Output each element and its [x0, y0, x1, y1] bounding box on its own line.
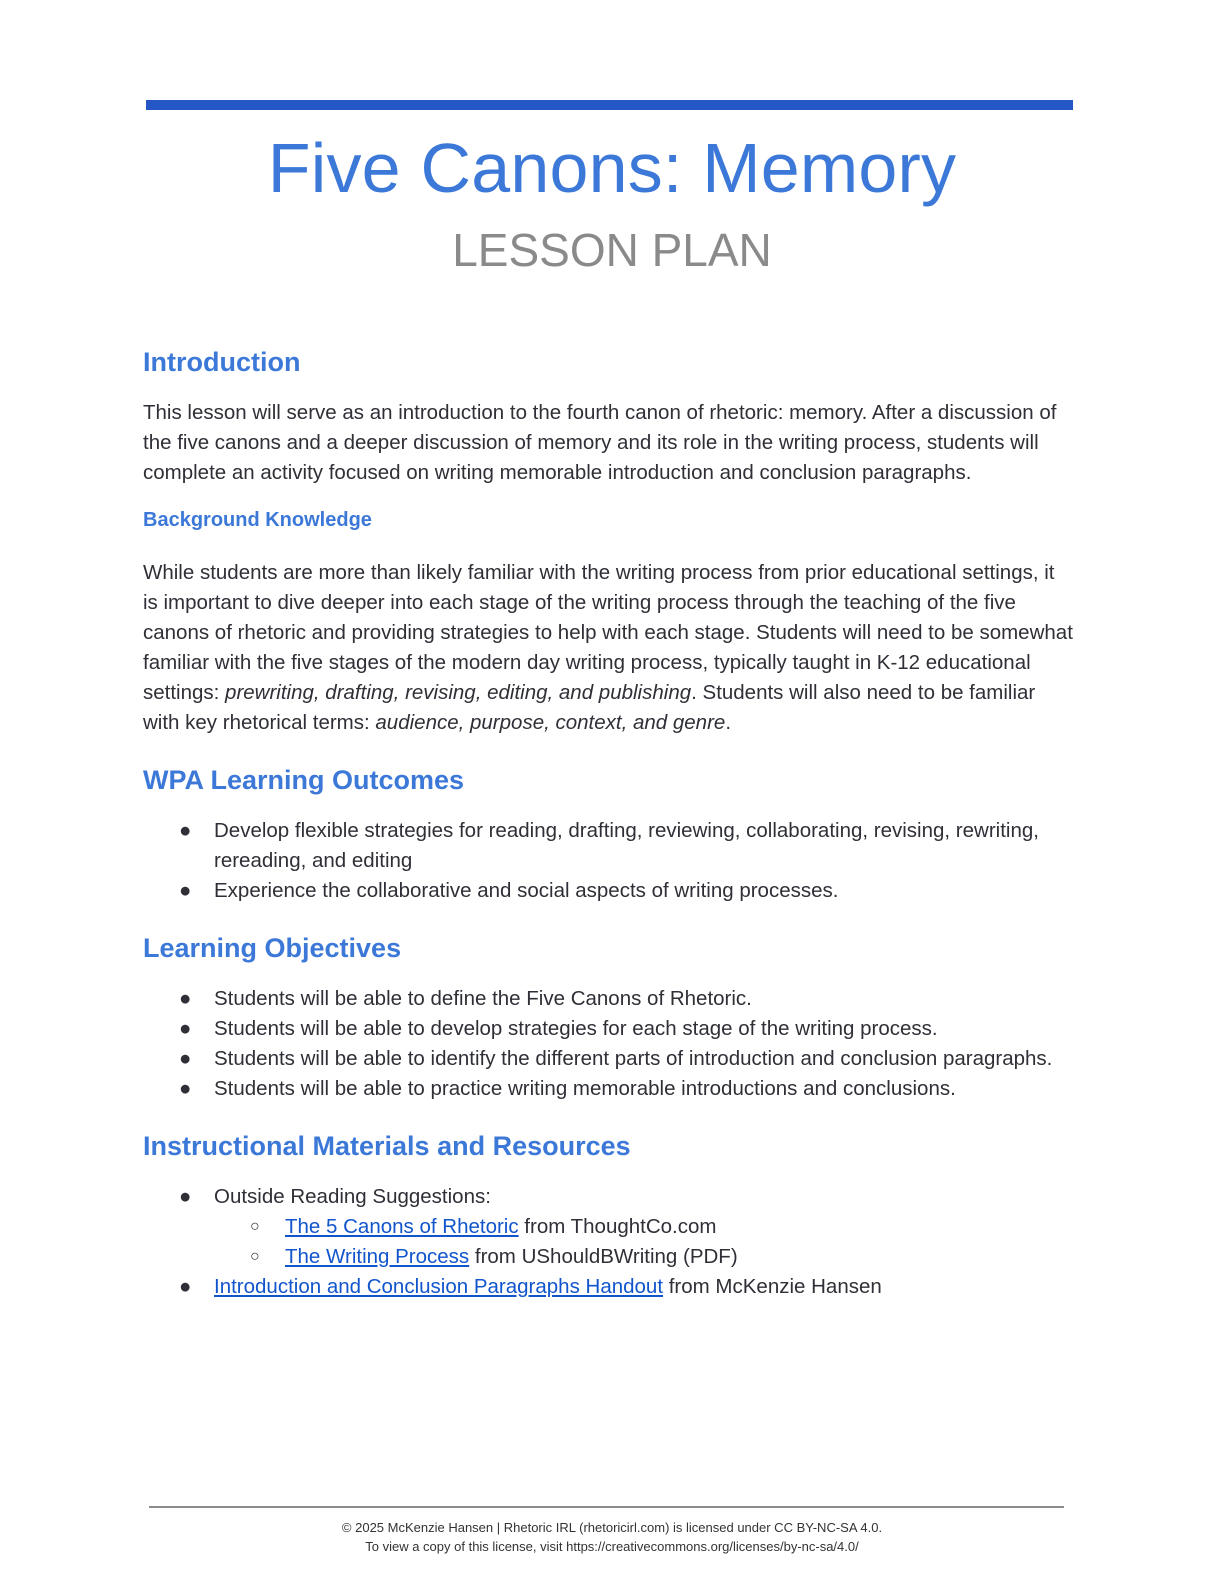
handout-link[interactable]: Introduction and Conclusion Paragraphs Handout: [214, 1275, 664, 1298]
bullet-icon: ●: [179, 1017, 192, 1040]
list-item: ● Students will be able to identify the different parts of introduction and conclusion paragraphs.: [143, 1044, 1073, 1074]
wpa-heading: WPA Learning Outcomes: [143, 765, 465, 795]
footer-license: © 2025 McKenzie Hansen | Rhetoric IRL (rhetoricirl.com) is licensed under CC BY-NC-SA 4.0.: [341, 1520, 883, 1535]
header-rule: [146, 100, 1073, 110]
writing-stages: prewriting, drafting, revising, editing, and publishing: [225, 681, 692, 704]
circle-bullet-icon: ○: [250, 1248, 260, 1265]
list-item: ● Students will be able to practice writing memorable introductions and conclusions.: [143, 1074, 1073, 1104]
objectives-heading: Learning Objectives: [143, 933, 402, 963]
objectives-list: [143, 984, 1073, 1104]
list-item: ○ The Writing Process from UShouldBWriting (PDF): [143, 1242, 1073, 1272]
canons-of-rhetoric-link[interactable]: The 5 Canons of Rhetoric: [285, 1215, 519, 1238]
bullet-icon: ●: [179, 819, 192, 842]
main-content: [143, 340, 1073, 1302]
page-title: Five Canons: Memory: [267, 129, 957, 207]
introduction-text: This lesson will serve as an introduction to the fourth canon of rhetoric: memory. After a discussion of the five canons and a deeper discussion of memory and its role in the writing process, students will complete an activity focused on writing memorable introduction and conclusion paragraphs.: [143, 401, 1057, 484]
bullet-icon: ●: [179, 987, 192, 1010]
writing-process-link[interactable]: The Writing Process: [285, 1245, 470, 1268]
wpa-list: [143, 816, 1073, 906]
list-item: ○ The 5 Canons of Rhetoric from ThoughtCo.com: [143, 1212, 1073, 1242]
bullet-icon: ●: [179, 1275, 192, 1298]
page-subtitle: LESSON PLAN: [452, 224, 772, 276]
circle-bullet-icon: ○: [250, 1218, 260, 1235]
bullet-icon: ●: [179, 1047, 192, 1070]
footer-license-url: To view a copy of this license, visit https://creativecommons.org/licenses/by-nc-sa/4.0/: [365, 1539, 859, 1554]
footer-rule: [149, 1506, 1064, 1508]
list-item: ● Outside Reading Suggestions:: [143, 1182, 1073, 1212]
materials-list: [143, 1182, 1073, 1302]
bullet-icon: ●: [179, 879, 192, 902]
materials-heading: Instructional Materials and Resources: [143, 1131, 631, 1161]
list-item: ● Develop flexible strategies for reading, drafting, reviewing, collaborating, revising, rewriting, rereading, and editing: [143, 816, 1073, 876]
list-item: ● Introduction and Conclusion Paragraphs Handout from McKenzie Hansen: [143, 1272, 1073, 1302]
background-text: While students are more than likely familiar with the writing process from prior educational settings, it is important to dive deeper into each stage of the writing process through the teaching of the five canons of rhetoric and providing strategies to help with each stage. Students will need to be somewhat familiar with the five stages of the modern day writing process, typically taught in K-12 educational settings: prewriting, drafting, revising, editing, and publishing. Students will also need to be familiar with key rhetorical terms: audience, purpose, context, and genre.: [143, 561, 1073, 734]
background-heading: Background Knowledge: [143, 509, 372, 531]
introduction-heading: Introduction: [143, 347, 301, 377]
bullet-icon: ●: [179, 1077, 192, 1100]
bullet-icon: ●: [179, 1185, 192, 1208]
rhetorical-terms: audience, purpose, context, and genre: [375, 711, 726, 734]
list-item: ● Students will be able to define the Five Canons of Rhetoric.: [143, 984, 1073, 1014]
list-item: ● Students will be able to develop strategies for each stage of the writing process.: [143, 1014, 1073, 1044]
list-item: ● Experience the collaborative and social aspects of writing processes.: [143, 876, 1073, 906]
